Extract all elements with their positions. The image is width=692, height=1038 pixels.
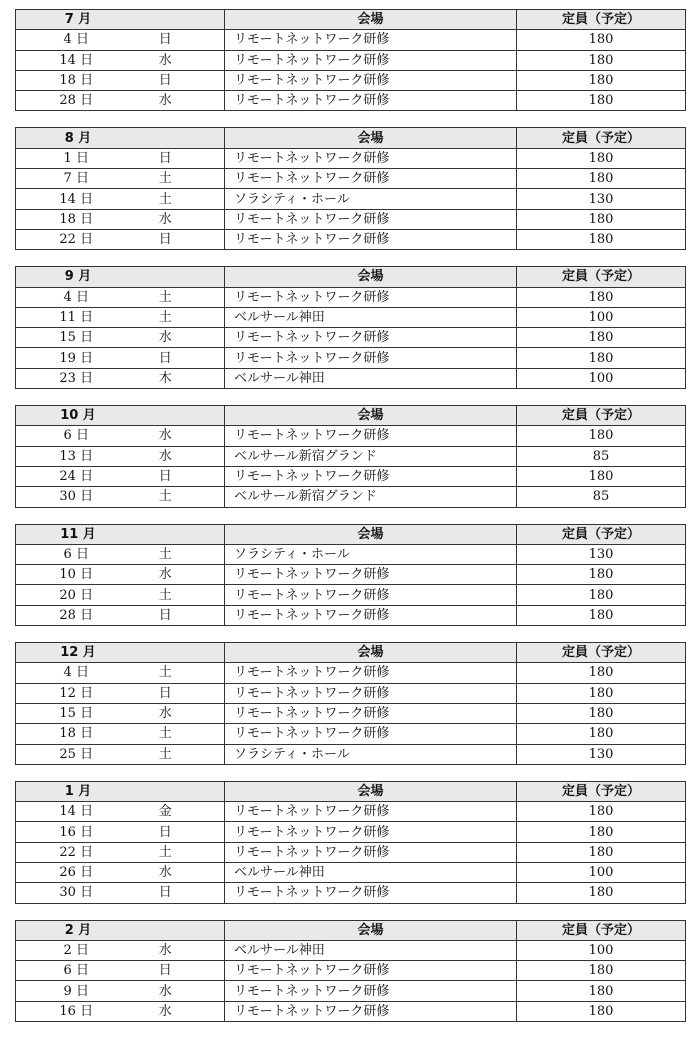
day-cell: 18 日 <box>16 70 147 90</box>
month-label: 1 月 <box>16 781 225 801</box>
schedule-row <box>16 544 686 564</box>
schedule-row <box>16 842 686 862</box>
day-cell: 14 日 <box>16 50 147 70</box>
capacity-cell: 180 <box>517 585 686 605</box>
month-label: 7 月 <box>16 10 225 30</box>
weekday-cell: 土 <box>147 663 225 683</box>
weekday-cell: 日 <box>147 961 225 981</box>
schedule-row <box>16 961 686 981</box>
weekday-cell: 土 <box>147 744 225 764</box>
weekday-cell: 土 <box>147 307 225 327</box>
venue-cell: リモートネットワーク研修 <box>225 426 517 446</box>
capacity-header: 定員（予定） <box>517 524 686 544</box>
day-cell: 1 日 <box>16 148 147 168</box>
schedule-row <box>16 30 686 50</box>
venue-header: 会場 <box>225 524 517 544</box>
day-cell: 26 日 <box>16 862 147 882</box>
schedule-row <box>16 328 686 348</box>
month-table <box>15 524 686 626</box>
weekday-cell: 土 <box>147 544 225 564</box>
schedule-row <box>16 1001 686 1021</box>
day-cell: 18 日 <box>16 724 147 744</box>
schedule-row <box>16 348 686 368</box>
capacity-cell: 180 <box>517 961 686 981</box>
weekday-cell: 土 <box>147 487 225 507</box>
schedule-row <box>16 426 686 446</box>
capacity-cell: 180 <box>517 426 686 446</box>
weekday-cell: 水 <box>147 209 225 229</box>
venue-cell: リモートネットワーク研修 <box>225 565 517 585</box>
weekday-cell: 土 <box>147 842 225 862</box>
weekday-cell: 水 <box>147 426 225 446</box>
day-cell: 22 日 <box>16 229 147 249</box>
venue-cell: リモートネットワーク研修 <box>225 70 517 90</box>
schedule-row <box>16 50 686 70</box>
weekday-cell: 日 <box>147 348 225 368</box>
month-label: 9 月 <box>16 267 225 287</box>
capacity-cell: 85 <box>517 487 686 507</box>
month-header-row <box>16 781 686 801</box>
schedule-row <box>16 368 686 388</box>
schedule-row <box>16 981 686 1001</box>
month-header-row <box>16 267 686 287</box>
day-cell: 15 日 <box>16 328 147 348</box>
weekday-cell: 木 <box>147 368 225 388</box>
capacity-cell: 180 <box>517 883 686 903</box>
schedule-row <box>16 565 686 585</box>
weekday-cell: 水 <box>147 981 225 1001</box>
schedule-row <box>16 466 686 486</box>
capacity-cell: 130 <box>517 189 686 209</box>
month-header-row <box>16 10 686 30</box>
weekday-cell: 金 <box>147 802 225 822</box>
capacity-cell: 130 <box>517 544 686 564</box>
venue-header: 会場 <box>225 267 517 287</box>
month-label: 8 月 <box>16 128 225 148</box>
schedule-row <box>16 605 686 625</box>
day-cell: 7 日 <box>16 169 147 189</box>
venue-header: 会場 <box>225 10 517 30</box>
month-table <box>15 266 686 389</box>
day-cell: 4 日 <box>16 663 147 683</box>
venue-cell: リモートネットワーク研修 <box>225 30 517 50</box>
schedule-tables <box>15 9 685 1038</box>
day-cell: 30 日 <box>16 883 147 903</box>
day-cell: 12 日 <box>16 683 147 703</box>
weekday-cell: 水 <box>147 50 225 70</box>
venue-cell: ベルサール神田 <box>225 368 517 388</box>
capacity-cell: 180 <box>517 1001 686 1021</box>
venue-header: 会場 <box>225 128 517 148</box>
day-cell: 23 日 <box>16 368 147 388</box>
weekday-cell: 日 <box>147 883 225 903</box>
day-cell: 15 日 <box>16 703 147 723</box>
capacity-cell: 180 <box>517 287 686 307</box>
capacity-header: 定員（予定） <box>517 781 686 801</box>
day-cell: 6 日 <box>16 544 147 564</box>
venue-cell: リモートネットワーク研修 <box>225 229 517 249</box>
venue-cell: リモートネットワーク研修 <box>225 287 517 307</box>
weekday-cell: 水 <box>147 940 225 960</box>
venue-cell: リモートネットワーク研修 <box>225 802 517 822</box>
capacity-cell: 180 <box>517 663 686 683</box>
weekday-cell: 日 <box>147 605 225 625</box>
schedule-row <box>16 940 686 960</box>
day-cell: 20 日 <box>16 585 147 605</box>
month-header-row <box>16 128 686 148</box>
venue-cell: リモートネットワーク研修 <box>225 961 517 981</box>
schedule-row <box>16 91 686 111</box>
schedule-row <box>16 169 686 189</box>
capacity-cell: 100 <box>517 940 686 960</box>
schedule-row <box>16 189 686 209</box>
weekday-cell: 水 <box>147 703 225 723</box>
day-cell: 10 日 <box>16 565 147 585</box>
capacity-cell: 180 <box>517 466 686 486</box>
schedule-row <box>16 585 686 605</box>
schedule-row <box>16 70 686 90</box>
month-header-row <box>16 643 686 663</box>
day-cell: 30 日 <box>16 487 147 507</box>
venue-header: 会場 <box>225 781 517 801</box>
weekday-cell: 日 <box>147 822 225 842</box>
venue-cell: リモートネットワーク研修 <box>225 209 517 229</box>
venue-cell: リモートネットワーク研修 <box>225 822 517 842</box>
schedule-row <box>16 663 686 683</box>
venue-cell: リモートネットワーク研修 <box>225 1001 517 1021</box>
capacity-header: 定員（予定） <box>517 920 686 940</box>
schedule-row <box>16 683 686 703</box>
venue-cell: リモートネットワーク研修 <box>225 348 517 368</box>
day-cell: 14 日 <box>16 802 147 822</box>
day-cell: 24 日 <box>16 466 147 486</box>
capacity-cell: 180 <box>517 209 686 229</box>
day-cell: 4 日 <box>16 287 147 307</box>
venue-cell: ベルサール新宿グランド <box>225 487 517 507</box>
month-label: 11 月 <box>16 524 225 544</box>
venue-cell: リモートネットワーク研修 <box>225 605 517 625</box>
schedule-row <box>16 724 686 744</box>
venue-cell: リモートネットワーク研修 <box>225 981 517 1001</box>
capacity-header: 定員（予定） <box>517 643 686 663</box>
schedule-row <box>16 307 686 327</box>
capacity-cell: 180 <box>517 842 686 862</box>
capacity-cell: 100 <box>517 307 686 327</box>
day-cell: 16 日 <box>16 1001 147 1021</box>
weekday-cell: 水 <box>147 91 225 111</box>
weekday-cell: 水 <box>147 446 225 466</box>
month-table <box>15 405 686 507</box>
venue-cell: ベルサール神田 <box>225 940 517 960</box>
weekday-cell: 水 <box>147 328 225 348</box>
capacity-cell: 180 <box>517 169 686 189</box>
schedule-row <box>16 802 686 822</box>
capacity-cell: 100 <box>517 368 686 388</box>
venue-cell: ベルサール神田 <box>225 862 517 882</box>
day-cell: 2 日 <box>16 940 147 960</box>
month-label: 10 月 <box>16 406 225 426</box>
capacity-cell: 180 <box>517 50 686 70</box>
schedule-row <box>16 287 686 307</box>
day-cell: 9 日 <box>16 981 147 1001</box>
venue-cell: リモートネットワーク研修 <box>225 883 517 903</box>
capacity-cell: 180 <box>517 822 686 842</box>
schedule-row <box>16 209 686 229</box>
weekday-cell: 水 <box>147 1001 225 1021</box>
capacity-cell: 100 <box>517 862 686 882</box>
schedule-row <box>16 703 686 723</box>
month-label: 2 月 <box>16 920 225 940</box>
capacity-cell: 180 <box>517 802 686 822</box>
capacity-header: 定員（予定） <box>517 406 686 426</box>
venue-cell: リモートネットワーク研修 <box>225 466 517 486</box>
venue-cell: リモートネットワーク研修 <box>225 663 517 683</box>
capacity-header: 定員（予定） <box>517 10 686 30</box>
month-table <box>15 127 686 250</box>
venue-cell: リモートネットワーク研修 <box>225 328 517 348</box>
day-cell: 14 日 <box>16 189 147 209</box>
capacity-header: 定員（予定） <box>517 267 686 287</box>
capacity-cell: 180 <box>517 70 686 90</box>
day-cell: 16 日 <box>16 822 147 842</box>
month-header-row <box>16 920 686 940</box>
day-cell: 22 日 <box>16 842 147 862</box>
weekday-cell: 日 <box>147 683 225 703</box>
venue-cell: リモートネットワーク研修 <box>225 842 517 862</box>
venue-header: 会場 <box>225 406 517 426</box>
capacity-cell: 180 <box>517 229 686 249</box>
venue-header: 会場 <box>225 920 517 940</box>
weekday-cell: 土 <box>147 287 225 307</box>
venue-cell: リモートネットワーク研修 <box>225 169 517 189</box>
month-label: 12 月 <box>16 643 225 663</box>
capacity-cell: 180 <box>517 981 686 1001</box>
month-table <box>15 781 686 904</box>
schedule-row <box>16 487 686 507</box>
month-table <box>15 642 686 765</box>
weekday-cell: 水 <box>147 565 225 585</box>
capacity-cell: 180 <box>517 328 686 348</box>
venue-cell: ベルサール新宿グランド <box>225 446 517 466</box>
day-cell: 11 日 <box>16 307 147 327</box>
venue-cell: リモートネットワーク研修 <box>225 724 517 744</box>
capacity-cell: 180 <box>517 148 686 168</box>
schedule-row <box>16 862 686 882</box>
capacity-cell: 180 <box>517 565 686 585</box>
day-cell: 28 日 <box>16 91 147 111</box>
schedule-row <box>16 822 686 842</box>
day-cell: 28 日 <box>16 605 147 625</box>
month-header-row <box>16 406 686 426</box>
capacity-cell: 180 <box>517 605 686 625</box>
schedule-row <box>16 744 686 764</box>
weekday-cell: 土 <box>147 724 225 744</box>
month-header-row <box>16 524 686 544</box>
capacity-cell: 130 <box>517 744 686 764</box>
capacity-header: 定員（予定） <box>517 128 686 148</box>
month-table <box>15 9 686 111</box>
venue-cell: リモートネットワーク研修 <box>225 148 517 168</box>
capacity-cell: 180 <box>517 724 686 744</box>
weekday-cell: 水 <box>147 862 225 882</box>
weekday-cell: 日 <box>147 30 225 50</box>
capacity-cell: 85 <box>517 446 686 466</box>
day-cell: 6 日 <box>16 426 147 446</box>
month-table <box>15 920 686 1022</box>
schedule-row <box>16 446 686 466</box>
day-cell: 13 日 <box>16 446 147 466</box>
day-cell: 4 日 <box>16 30 147 50</box>
weekday-cell: 日 <box>147 148 225 168</box>
weekday-cell: 日 <box>147 466 225 486</box>
day-cell: 6 日 <box>16 961 147 981</box>
weekday-cell: 土 <box>147 585 225 605</box>
venue-cell: リモートネットワーク研修 <box>225 703 517 723</box>
venue-cell: リモートネットワーク研修 <box>225 50 517 70</box>
schedule-row <box>16 883 686 903</box>
day-cell: 18 日 <box>16 209 147 229</box>
capacity-cell: 180 <box>517 91 686 111</box>
venue-cell: ベルサール神田 <box>225 307 517 327</box>
day-cell: 19 日 <box>16 348 147 368</box>
weekday-cell: 日 <box>147 229 225 249</box>
venue-cell: リモートネットワーク研修 <box>225 585 517 605</box>
venue-cell: ソラシティ・ホール <box>225 189 517 209</box>
venue-cell: リモートネットワーク研修 <box>225 91 517 111</box>
capacity-cell: 180 <box>517 30 686 50</box>
venue-cell: ソラシティ・ホール <box>225 544 517 564</box>
weekday-cell: 日 <box>147 70 225 90</box>
weekday-cell: 土 <box>147 169 225 189</box>
venue-cell: ソラシティ・ホール <box>225 744 517 764</box>
capacity-cell: 180 <box>517 348 686 368</box>
capacity-cell: 180 <box>517 703 686 723</box>
schedule-row <box>16 229 686 249</box>
weekday-cell: 土 <box>147 189 225 209</box>
venue-header: 会場 <box>225 643 517 663</box>
schedule-row <box>16 148 686 168</box>
venue-cell: リモートネットワーク研修 <box>225 683 517 703</box>
capacity-cell: 180 <box>517 683 686 703</box>
day-cell: 25 日 <box>16 744 147 764</box>
